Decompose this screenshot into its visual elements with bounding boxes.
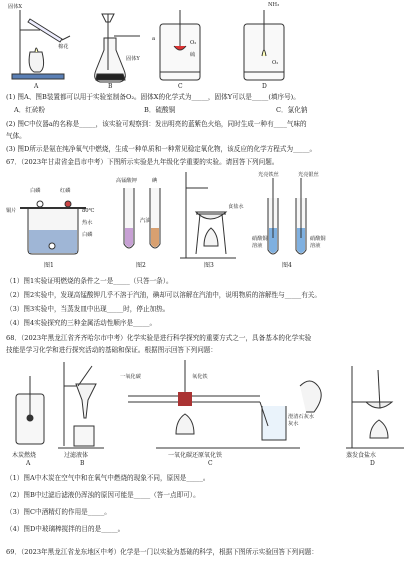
label-cotton: 棉花: [58, 44, 69, 50]
label-cuno3-2: 硝酸铜: [310, 236, 326, 242]
label-ag-wire: 光亮银丝: [298, 172, 319, 178]
label-solid-y: 固体Y: [126, 56, 140, 62]
label-co: 一氧化碳: [120, 374, 141, 380]
caption-fig4: 图4: [282, 262, 292, 269]
caption-q68-d: D: [370, 460, 375, 467]
caption-a: A: [34, 83, 39, 90]
q67-q2: （2）图2实验中，发现高锰酸钾几乎不溶于汽油，碘却可以溶解在汽油中，说明物质的溶解性与_____有关。: [6, 291, 321, 299]
q66-line3: (3) 图D所示是氨在纯净氧气中燃烧，生成一种单质和一种常见稳定氧化物，该反应的化学方程式为_____。: [6, 145, 317, 153]
q68-q3: （3）图C中酒精灯的作用是_____。: [6, 508, 111, 516]
q66-opt-c: C．氯化钠: [276, 106, 308, 114]
label-cuno3-1b: 溶液: [252, 243, 263, 249]
label-copper: 铜片: [6, 208, 17, 214]
q67-q4: （4）图4实验探究的三种金属活动性顺序是_____。: [6, 319, 157, 327]
q68-q1: （1）图A中木炭在空气中和在氧气中燃烧的现象不同，原因是_____。: [6, 474, 210, 482]
label-o2-d: O₂: [272, 60, 279, 66]
label-o2-c: O₂: [190, 40, 197, 46]
q68-heading: 68．（2023年黑龙江省齐齐哈尔市中考）化学实验是进行科学探究的重要方式之一，具备基本的化学实验: [6, 334, 312, 342]
label-gasoline: 汽油: [140, 218, 151, 224]
label-sulfur: 硫: [190, 52, 196, 58]
label-cuno3-1: 硝酸铜: [252, 236, 268, 242]
q66-opt-b: B．硫酸铜: [144, 106, 176, 114]
q67-q1: （1）图1实验证明燃烧的条件之一是_____（只答一条）。: [6, 277, 173, 285]
q68-heading2: 技能是学习化学和进行探究活动的基础和保证。根据图示回答下列问题：: [6, 346, 217, 354]
q69-heading: 69．（2023年黑龙江省龙东地区中考）化学是一门以实验为基础的科学，根据下图所示实验回答下列问题：: [6, 548, 318, 556]
q66-line1: (1) 图A、图B装置都可以用于实验室制备O₂。固体X的化学式为_____，固体Y可以是_____(填序号)。: [6, 93, 300, 101]
caption-co-reduction: 一氧化碳还原氧化铁: [168, 452, 223, 459]
label-white-p2: 白磷: [82, 232, 93, 238]
q67-q3: （3）图3实验中，当蒸发皿中出现_____时，停止加热。: [6, 305, 170, 313]
caption-b: B: [108, 83, 113, 90]
label-a: a: [152, 36, 156, 42]
q68-q2: （2）图B中过滤后滤液仍浑浊的原因可能是_____（答一点即可）。: [6, 491, 200, 499]
caption-charcoal: 木炭燃烧: [12, 452, 37, 459]
caption-q68-b: B: [80, 460, 85, 467]
apparatus-figure-q67: [0, 168, 413, 268]
caption-filter: 过滤液体: [64, 452, 89, 459]
label-limewater: 澄清石灰水: [288, 414, 314, 420]
label-salt-water: 食盐水: [228, 204, 244, 210]
q66-opt-a: A．红砖粉: [14, 106, 46, 114]
label-white-p1: 白磷: [30, 188, 41, 194]
label-red-p: 红磷: [60, 188, 71, 194]
label-fe-oxide: 氧化铁: [192, 374, 208, 380]
label-iodine: 碘: [152, 178, 158, 184]
caption-c: C: [178, 83, 183, 90]
caption-evaporate: 蒸发食盐水: [346, 452, 377, 459]
caption-d: D: [262, 83, 267, 90]
q67-heading: 67．（2023年甘肃省金昌市中考）下图所示实验是九年级化学重要的实验。请回答下列问题。: [6, 158, 279, 166]
caption-q68-c: C: [208, 460, 213, 467]
caption-fig1: 图1: [44, 262, 54, 269]
apparatus-figure-q68: [0, 356, 413, 466]
label-nh3: NH₃: [268, 2, 280, 8]
q66-line2b: 气体。: [6, 132, 26, 140]
q66-line2: (2) 图C中仪器a的名称是_____，该实验可观察到：发出明亮的蓝紫色火焰，同时生成一种有____气味的: [6, 120, 307, 128]
label-kmno4: 高锰酸钾: [116, 178, 137, 184]
caption-fig3: 图3: [204, 262, 214, 269]
label-solid-x: 固体X: [8, 4, 23, 10]
label-hot-water: 热水: [82, 220, 93, 226]
label-limewater-b: 灰水: [288, 421, 299, 427]
label-fe-wire: 光亮铁丝: [258, 172, 279, 178]
label-80c: 80℃: [82, 208, 95, 214]
q68-q4: （4）图D中玻璃棒搅拌的目的是_____。: [6, 525, 125, 533]
caption-fig2: 图2: [136, 262, 146, 269]
label-cuno3-2b: 溶液: [310, 243, 321, 249]
caption-q68-a: A: [26, 460, 31, 467]
